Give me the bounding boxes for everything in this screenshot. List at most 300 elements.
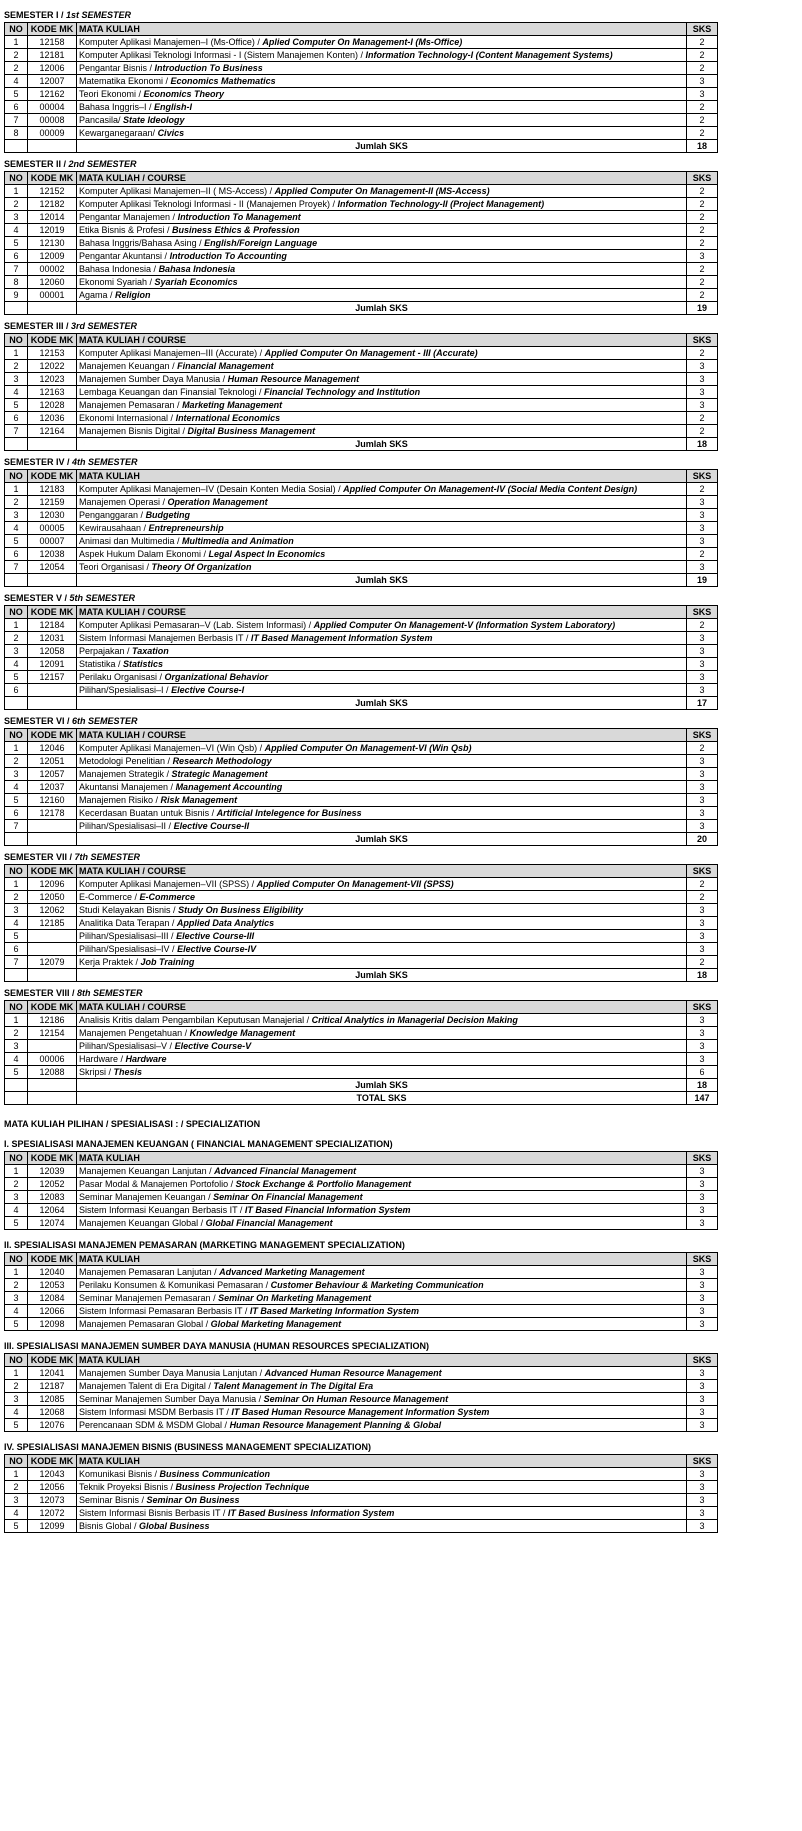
course-english-name: Business Projection Technique: [175, 1482, 310, 1492]
course-english-name: Information Technology-II (Project Management): [337, 199, 545, 209]
cell-kode: 12187: [28, 1380, 77, 1393]
table-header-row: [5, 606, 718, 619]
cell-kode: 12006: [28, 62, 77, 75]
cell-course-name: Manajemen Operasi / Operation Management: [77, 496, 687, 509]
cell-no: 5: [5, 671, 28, 684]
cell-sks: 3: [687, 1393, 718, 1406]
cell-no: 1: [5, 1014, 28, 1027]
course-english-name: Stock Exchange & Portfolio Management: [235, 1179, 412, 1189]
cell-sks: 2: [687, 425, 718, 438]
table-row: [5, 1468, 718, 1481]
cell-no: 3: [5, 768, 28, 781]
course-english-name: Introduction To Business: [154, 63, 263, 73]
cell-sks: 3: [687, 509, 718, 522]
col-sks: SKS: [687, 865, 718, 878]
table-row: [5, 263, 718, 276]
table-row: [5, 619, 718, 632]
course-english-name: Religion: [115, 290, 151, 300]
col-mata-kuliah: MATA KULIAH / COURSE: [77, 729, 687, 742]
cell-kode: 12050: [28, 891, 77, 904]
cell-sks: 3: [687, 250, 718, 263]
course-english-name: Elective Course-I: [171, 685, 245, 695]
table-row: [5, 127, 718, 140]
table-row: [5, 88, 718, 101]
table-sum-row: [5, 302, 718, 315]
table-row: [5, 373, 718, 386]
cell-no: 6: [5, 412, 28, 425]
cell-kode: 12185: [28, 917, 77, 930]
col-mata-kuliah: MATA KULIAH: [77, 470, 687, 483]
semester-table: [4, 1000, 718, 1105]
cell-no: 5: [5, 1419, 28, 1432]
cell-sks: 2: [687, 237, 718, 250]
table-row: [5, 1204, 718, 1217]
table-row: [5, 658, 718, 671]
semester-title: SEMESTER II / 2nd SEMESTER: [4, 159, 137, 169]
cell-course-name: Komputer Aplikasi Manajemen–I (Ms-Office) / Aplied Computer On Management-I (Ms-Office): [77, 36, 687, 49]
cell-sks: 3: [687, 755, 718, 768]
cell-no: 7: [5, 263, 28, 276]
cell-no: 1: [5, 483, 28, 496]
cell-kode: [28, 820, 77, 833]
col-sks: SKS: [687, 1354, 718, 1367]
cell-no: 5: [5, 1318, 28, 1331]
cell-course-name: Sistem Informasi Manajemen Berbasis IT / IT Based Management Information System: [77, 632, 687, 645]
sum-value: 17: [687, 697, 718, 710]
cell-sks: 2: [687, 36, 718, 49]
cell-sks: 3: [687, 820, 718, 833]
table-row: [5, 522, 718, 535]
cell-no: 7: [5, 956, 28, 969]
semester-table: [4, 605, 718, 710]
course-english-name: Applied Data Analytics: [176, 918, 275, 928]
cell-course-name: Komputer Aplikasi Manajemen–VII (SPSS) / Applied Computer On Management-VII (SPSS): [77, 878, 687, 891]
course-english-name: Business Ethics & Profession: [172, 225, 300, 235]
col-sks: SKS: [687, 1253, 718, 1266]
cell-kode: 12037: [28, 781, 77, 794]
course-english-name: IT Based Management Information System: [250, 633, 433, 643]
col-no: NO: [5, 1001, 28, 1014]
cell-kode: [28, 943, 77, 956]
cell-no: 3: [5, 1040, 28, 1053]
table-row: [5, 1305, 718, 1318]
cell-empty: [5, 574, 28, 587]
cell-kode: 12019: [28, 224, 77, 237]
cell-kode: 12091: [28, 658, 77, 671]
cell-kode: 12072: [28, 1507, 77, 1520]
cell-course-name: Manajemen Talent di Era Digital / Talent Management in The Digital Era: [77, 1380, 687, 1393]
table-row: [5, 62, 718, 75]
cell-course-name: Bahasa Inggris–I / English-I: [77, 101, 687, 114]
cell-empty: [5, 697, 28, 710]
cell-no: 3: [5, 509, 28, 522]
table-row: [5, 781, 718, 794]
table-row: [5, 1066, 718, 1079]
cell-no: 4: [5, 781, 28, 794]
cell-sks: 3: [687, 794, 718, 807]
course-english-name: Syariah Economics: [154, 277, 238, 287]
table-row: [5, 878, 718, 891]
col-mata-kuliah: MATA KULIAH: [77, 1253, 687, 1266]
semester-title-english: 7th SEMESTER: [74, 852, 141, 862]
course-english-name: Multimedia and Animation: [182, 536, 294, 546]
cell-course-name: Manajemen Pemasaran / Marketing Management: [77, 399, 687, 412]
cell-sks: 3: [687, 1318, 718, 1331]
col-kode-mk: KODE MK: [28, 334, 77, 347]
cell-course-name: Sistem Informasi Pemasaran Berbasis IT / IT Based Marketing Information System: [77, 1305, 687, 1318]
course-english-name: Statistics: [123, 659, 164, 669]
cell-kode: 12058: [28, 645, 77, 658]
cell-kode: 12056: [28, 1481, 77, 1494]
cell-no: 5: [5, 399, 28, 412]
course-english-name: Customer Behaviour & Marketing Communication: [270, 1280, 484, 1290]
cell-kode: 12160: [28, 794, 77, 807]
cell-sks: 3: [687, 671, 718, 684]
cell-course-name: Kewarganegaraan/ Civics: [77, 127, 687, 140]
cell-no: 6: [5, 101, 28, 114]
course-english-name: Elective Course-IV: [177, 944, 257, 954]
course-english-name: Economics Theory: [143, 89, 225, 99]
table-header-row: [5, 1001, 718, 1014]
cell-sks: 3: [687, 1279, 718, 1292]
cell-sks: 3: [687, 496, 718, 509]
cell-kode: 12039: [28, 1165, 77, 1178]
cell-kode: 00005: [28, 522, 77, 535]
cell-sks: 3: [687, 1178, 718, 1191]
sum-label: Jumlah SKS: [77, 1079, 687, 1092]
specialization-title: I. SPESIALISASI MANAJEMEN KEUANGAN ( FINANCIAL MANAGEMENT SPECIALIZATION): [4, 1139, 393, 1149]
course-english-name: Business Communication: [159, 1469, 271, 1479]
course-english-name: Applied Computer On Management-VII (SPSS): [256, 879, 454, 889]
cell-kode: 00001: [28, 289, 77, 302]
cell-course-name: Komputer Aplikasi Pemasaran–V (Lab. Sistem Informasi) / Applied Computer On Management-V (Information System Laboratory): [77, 619, 687, 632]
table-row: [5, 1393, 718, 1406]
table-row: [5, 891, 718, 904]
cell-sks: 2: [687, 347, 718, 360]
course-english-name: Thesis: [113, 1067, 143, 1077]
cell-empty: [28, 697, 77, 710]
cell-sks: 3: [687, 1481, 718, 1494]
sum-value: 19: [687, 302, 718, 315]
cell-no: 4: [5, 1204, 28, 1217]
cell-no: 5: [5, 1520, 28, 1533]
cell-sks: 2: [687, 198, 718, 211]
cell-course-name: Pengantar Bisnis / Introduction To Business: [77, 62, 687, 75]
cell-kode: 00009: [28, 127, 77, 140]
cell-no: 2: [5, 1178, 28, 1191]
course-english-name: Global Financial Management: [205, 1218, 333, 1228]
cell-kode: 12041: [28, 1367, 77, 1380]
course-english-name: English/Foreign Language: [204, 238, 318, 248]
table-row: [5, 101, 718, 114]
cell-empty: [28, 302, 77, 315]
cell-course-name: Pengantar Manajemen / Introduction To Management: [77, 211, 687, 224]
table-row: [5, 1027, 718, 1040]
table-row: [5, 198, 718, 211]
cell-empty: [5, 140, 28, 153]
course-english-name: Theory Of Organization: [151, 562, 252, 572]
col-mata-kuliah: MATA KULIAH: [77, 1152, 687, 1165]
cell-sks: 2: [687, 891, 718, 904]
cell-no: 1: [5, 1367, 28, 1380]
cell-kode: 00002: [28, 263, 77, 276]
cell-kode: 12036: [28, 412, 77, 425]
cell-sks: 3: [687, 522, 718, 535]
table-sum-row: [5, 574, 718, 587]
table-row: [5, 360, 718, 373]
table-row: [5, 1520, 718, 1533]
col-kode-mk: KODE MK: [28, 1354, 77, 1367]
cell-course-name: Analisis Kritis dalam Pengambilan Keputusan Manajerial / Critical Analytics in Managerial Decision Making: [77, 1014, 687, 1027]
table-header-row: [5, 172, 718, 185]
cell-no: 5: [5, 1066, 28, 1079]
table-row: [5, 1040, 718, 1053]
cell-sks: 3: [687, 930, 718, 943]
cell-course-name: Teknik Proyeksi Bisnis / Business Projection Technique: [77, 1481, 687, 1494]
cell-kode: 12038: [28, 548, 77, 561]
cell-course-name: Ekonomi Syariah / Syariah Economics: [77, 276, 687, 289]
table-row: [5, 1217, 718, 1230]
course-english-name: Taxation: [132, 646, 169, 656]
table-row: [5, 237, 718, 250]
cell-sks: 3: [687, 1367, 718, 1380]
cell-no: 4: [5, 1507, 28, 1520]
cell-no: 5: [5, 237, 28, 250]
table-row: [5, 412, 718, 425]
cell-course-name: Manajemen Strategik / Strategic Management: [77, 768, 687, 781]
semester-title-english: 6th SEMESTER: [72, 716, 138, 726]
cell-sks: 2: [687, 224, 718, 237]
course-english-name: Artificial Intelegence for Business: [216, 808, 362, 818]
cell-no: 3: [5, 373, 28, 386]
table-header-row: [5, 23, 718, 36]
cell-kode: 12030: [28, 509, 77, 522]
cell-kode: 12130: [28, 237, 77, 250]
course-english-name: Entrepreneurship: [148, 523, 224, 533]
cell-no: 1: [5, 878, 28, 891]
cell-course-name: Manajemen Keuangan / Financial Management: [77, 360, 687, 373]
cell-kode: [28, 1040, 77, 1053]
cell-no: 4: [5, 917, 28, 930]
col-no: NO: [5, 606, 28, 619]
cell-kode: 12074: [28, 1217, 77, 1230]
cell-no: 2: [5, 49, 28, 62]
cell-kode: 12073: [28, 1494, 77, 1507]
cell-sks: 3: [687, 88, 718, 101]
table-row: [5, 535, 718, 548]
cell-sks: 6: [687, 1066, 718, 1079]
cell-sks: 2: [687, 289, 718, 302]
course-english-name: International Economics: [175, 413, 281, 423]
cell-no: 2: [5, 62, 28, 75]
cell-no: 6: [5, 684, 28, 697]
table-row: [5, 1165, 718, 1178]
semester-table: [4, 171, 718, 315]
table-sum-row: [5, 1092, 718, 1105]
semester-table: [4, 728, 718, 846]
table-row: [5, 1266, 718, 1279]
cell-sks: 3: [687, 768, 718, 781]
col-kode-mk: KODE MK: [28, 470, 77, 483]
cell-sks: 2: [687, 185, 718, 198]
col-kode-mk: KODE MK: [28, 606, 77, 619]
cell-kode: 00006: [28, 1053, 77, 1066]
cell-course-name: Manajemen Bisnis Digital / Digital Business Management: [77, 425, 687, 438]
cell-no: 3: [5, 1494, 28, 1507]
table-row: [5, 1318, 718, 1331]
specialization-table: [4, 1454, 718, 1533]
cell-course-name: Animasi dan Multimedia / Multimedia and Animation: [77, 535, 687, 548]
table-row: [5, 276, 718, 289]
course-english-name: State Ideology: [123, 115, 185, 125]
cell-sks: 3: [687, 75, 718, 88]
cell-course-name: Manajemen Pengetahuan / Knowledge Management: [77, 1027, 687, 1040]
cell-sks: 2: [687, 49, 718, 62]
cell-no: 1: [5, 1468, 28, 1481]
cell-course-name: Aspek Hukum Dalam Ekonomi / Legal Aspect In Economics: [77, 548, 687, 561]
cell-kode: 12152: [28, 185, 77, 198]
cell-course-name: Manajemen Pemasaran Lanjutan / Advanced Marketing Management: [77, 1266, 687, 1279]
cell-course-name: Manajemen Risiko / Risk Management: [77, 794, 687, 807]
cell-course-name: Etika Bisnis & Profesi / Business Ethics & Profession: [77, 224, 687, 237]
cell-empty: [5, 438, 28, 451]
col-mata-kuliah: MATA KULIAH / COURSE: [77, 606, 687, 619]
col-no: NO: [5, 172, 28, 185]
table-header-row: [5, 1152, 718, 1165]
course-english-name: Organizational Behavior: [164, 672, 269, 682]
cell-kode: 12062: [28, 904, 77, 917]
table-row: [5, 1367, 718, 1380]
cell-no: 2: [5, 632, 28, 645]
col-mata-kuliah: MATA KULIAH / COURSE: [77, 172, 687, 185]
table-row: [5, 742, 718, 755]
sum-label: TOTAL SKS: [77, 1092, 687, 1105]
table-row: [5, 943, 718, 956]
col-sks: SKS: [687, 1152, 718, 1165]
table-header-row: [5, 729, 718, 742]
cell-course-name: Manajemen Keuangan Global / Global Financial Management: [77, 1217, 687, 1230]
cell-kode: 12068: [28, 1406, 77, 1419]
course-english-name: Seminar On Business: [146, 1495, 240, 1505]
cell-empty: [5, 833, 28, 846]
cell-sks: 2: [687, 276, 718, 289]
table-sum-row: [5, 140, 718, 153]
cell-empty: [28, 574, 77, 587]
table-row: [5, 548, 718, 561]
cell-sks: 3: [687, 1507, 718, 1520]
cell-sks: 3: [687, 1053, 718, 1066]
cell-sks: 3: [687, 399, 718, 412]
table-row: [5, 1494, 718, 1507]
cell-no: 4: [5, 522, 28, 535]
table-row: [5, 1481, 718, 1494]
cell-course-name: Ekonomi Internasional / International Economics: [77, 412, 687, 425]
cell-empty: [28, 969, 77, 982]
cell-sks: 3: [687, 1292, 718, 1305]
cell-kode: 12046: [28, 742, 77, 755]
table-header-row: [5, 334, 718, 347]
sum-value: 19: [687, 574, 718, 587]
specialization-tables-container: [4, 1139, 798, 1533]
cell-course-name: Perilaku Konsumen & Komunikasi Pemasaran / Customer Behaviour & Marketing Communication: [77, 1279, 687, 1292]
cell-course-name: Bisnis Global / Global Business: [77, 1520, 687, 1533]
semester-title-english: 4th SEMESTER: [72, 457, 138, 467]
course-english-name: Advanced Marketing Management: [219, 1267, 365, 1277]
cell-no: 3: [5, 1292, 28, 1305]
col-kode-mk: KODE MK: [28, 1152, 77, 1165]
cell-sks: 3: [687, 1217, 718, 1230]
cell-no: 7: [5, 561, 28, 574]
course-english-name: Human Resource Management Planning & Global: [229, 1420, 442, 1430]
table-header-row: [5, 1455, 718, 1468]
table-row: [5, 1380, 718, 1393]
cell-course-name: Komputer Aplikasi Teknologi Informasi - I (Sistem Manajemen Konten) / Information Technology-I (Content Management Systems): [77, 49, 687, 62]
course-english-name: Talent Management in The Digital Era: [213, 1381, 374, 1391]
table-row: [5, 684, 718, 697]
table-row: [5, 1014, 718, 1027]
cell-sks: 3: [687, 1204, 718, 1217]
cell-course-name: Seminar Bisnis / Seminar On Business: [77, 1494, 687, 1507]
course-english-name: Aplied Computer On Management-I (Ms-Office): [262, 37, 463, 47]
col-no: NO: [5, 334, 28, 347]
cell-course-name: Perilaku Organisasi / Organizational Behavior: [77, 671, 687, 684]
semester-table: [4, 22, 718, 153]
cell-course-name: Pilihan/Spesialisasi–V / Elective Course-V: [77, 1040, 687, 1053]
col-no: NO: [5, 1253, 28, 1266]
course-english-name: Budgeting: [145, 510, 191, 520]
sum-value: 18: [687, 969, 718, 982]
table-row: [5, 1406, 718, 1419]
cell-kode: 12083: [28, 1191, 77, 1204]
course-english-name: Applied Computer On Management - III (Accurate): [264, 348, 478, 358]
cell-course-name: Hardware / Hardware: [77, 1053, 687, 1066]
cell-kode: 12043: [28, 1468, 77, 1481]
cell-course-name: Analitika Data Terapan / Applied Data Analytics: [77, 917, 687, 930]
cell-sks: 3: [687, 1520, 718, 1533]
cell-no: 5: [5, 535, 28, 548]
cell-no: 3: [5, 1393, 28, 1406]
cell-kode: 12009: [28, 250, 77, 263]
cell-kode: 12154: [28, 1027, 77, 1040]
cell-course-name: Komputer Aplikasi Manajemen–IV (Desain Konten Media Sosial) / Applied Computer On Management-IV (Social Media Content Design): [77, 483, 687, 496]
col-sks: SKS: [687, 334, 718, 347]
course-english-name: English-I: [154, 102, 193, 112]
table-row: [5, 930, 718, 943]
table-sum-row: [5, 969, 718, 982]
cell-kode: 12023: [28, 373, 77, 386]
cell-no: 5: [5, 1217, 28, 1230]
table-row: [5, 1178, 718, 1191]
cell-no: 2: [5, 755, 28, 768]
semester-title-english: 1st SEMESTER: [66, 10, 132, 20]
course-english-name: Seminar On Human Resource Management: [263, 1394, 449, 1404]
cell-course-name: Seminar Manajemen Pemasaran / Seminar On Marketing Management: [77, 1292, 687, 1305]
cell-no: 1: [5, 185, 28, 198]
course-english-name: Information Technology-I (Content Management Systems): [365, 50, 613, 60]
course-english-name: Introduction To Accounting: [169, 251, 287, 261]
cell-no: 2: [5, 496, 28, 509]
col-kode-mk: KODE MK: [28, 172, 77, 185]
semester-table: [4, 469, 718, 587]
cell-course-name: Pilihan/Spesialisasi–III / Elective Course-III: [77, 930, 687, 943]
course-english-name: IT Based Financial Information System: [244, 1205, 411, 1215]
cell-course-name: Manajemen Sumber Daya Manusia / Human Resource Management: [77, 373, 687, 386]
specialization-table: [4, 1353, 718, 1432]
cell-course-name: Sistem Informasi Bisnis Berbasis IT / IT Based Business Information System: [77, 1507, 687, 1520]
cell-sks: 2: [687, 412, 718, 425]
specialization-table: [4, 1252, 718, 1331]
cell-no: 4: [5, 1406, 28, 1419]
